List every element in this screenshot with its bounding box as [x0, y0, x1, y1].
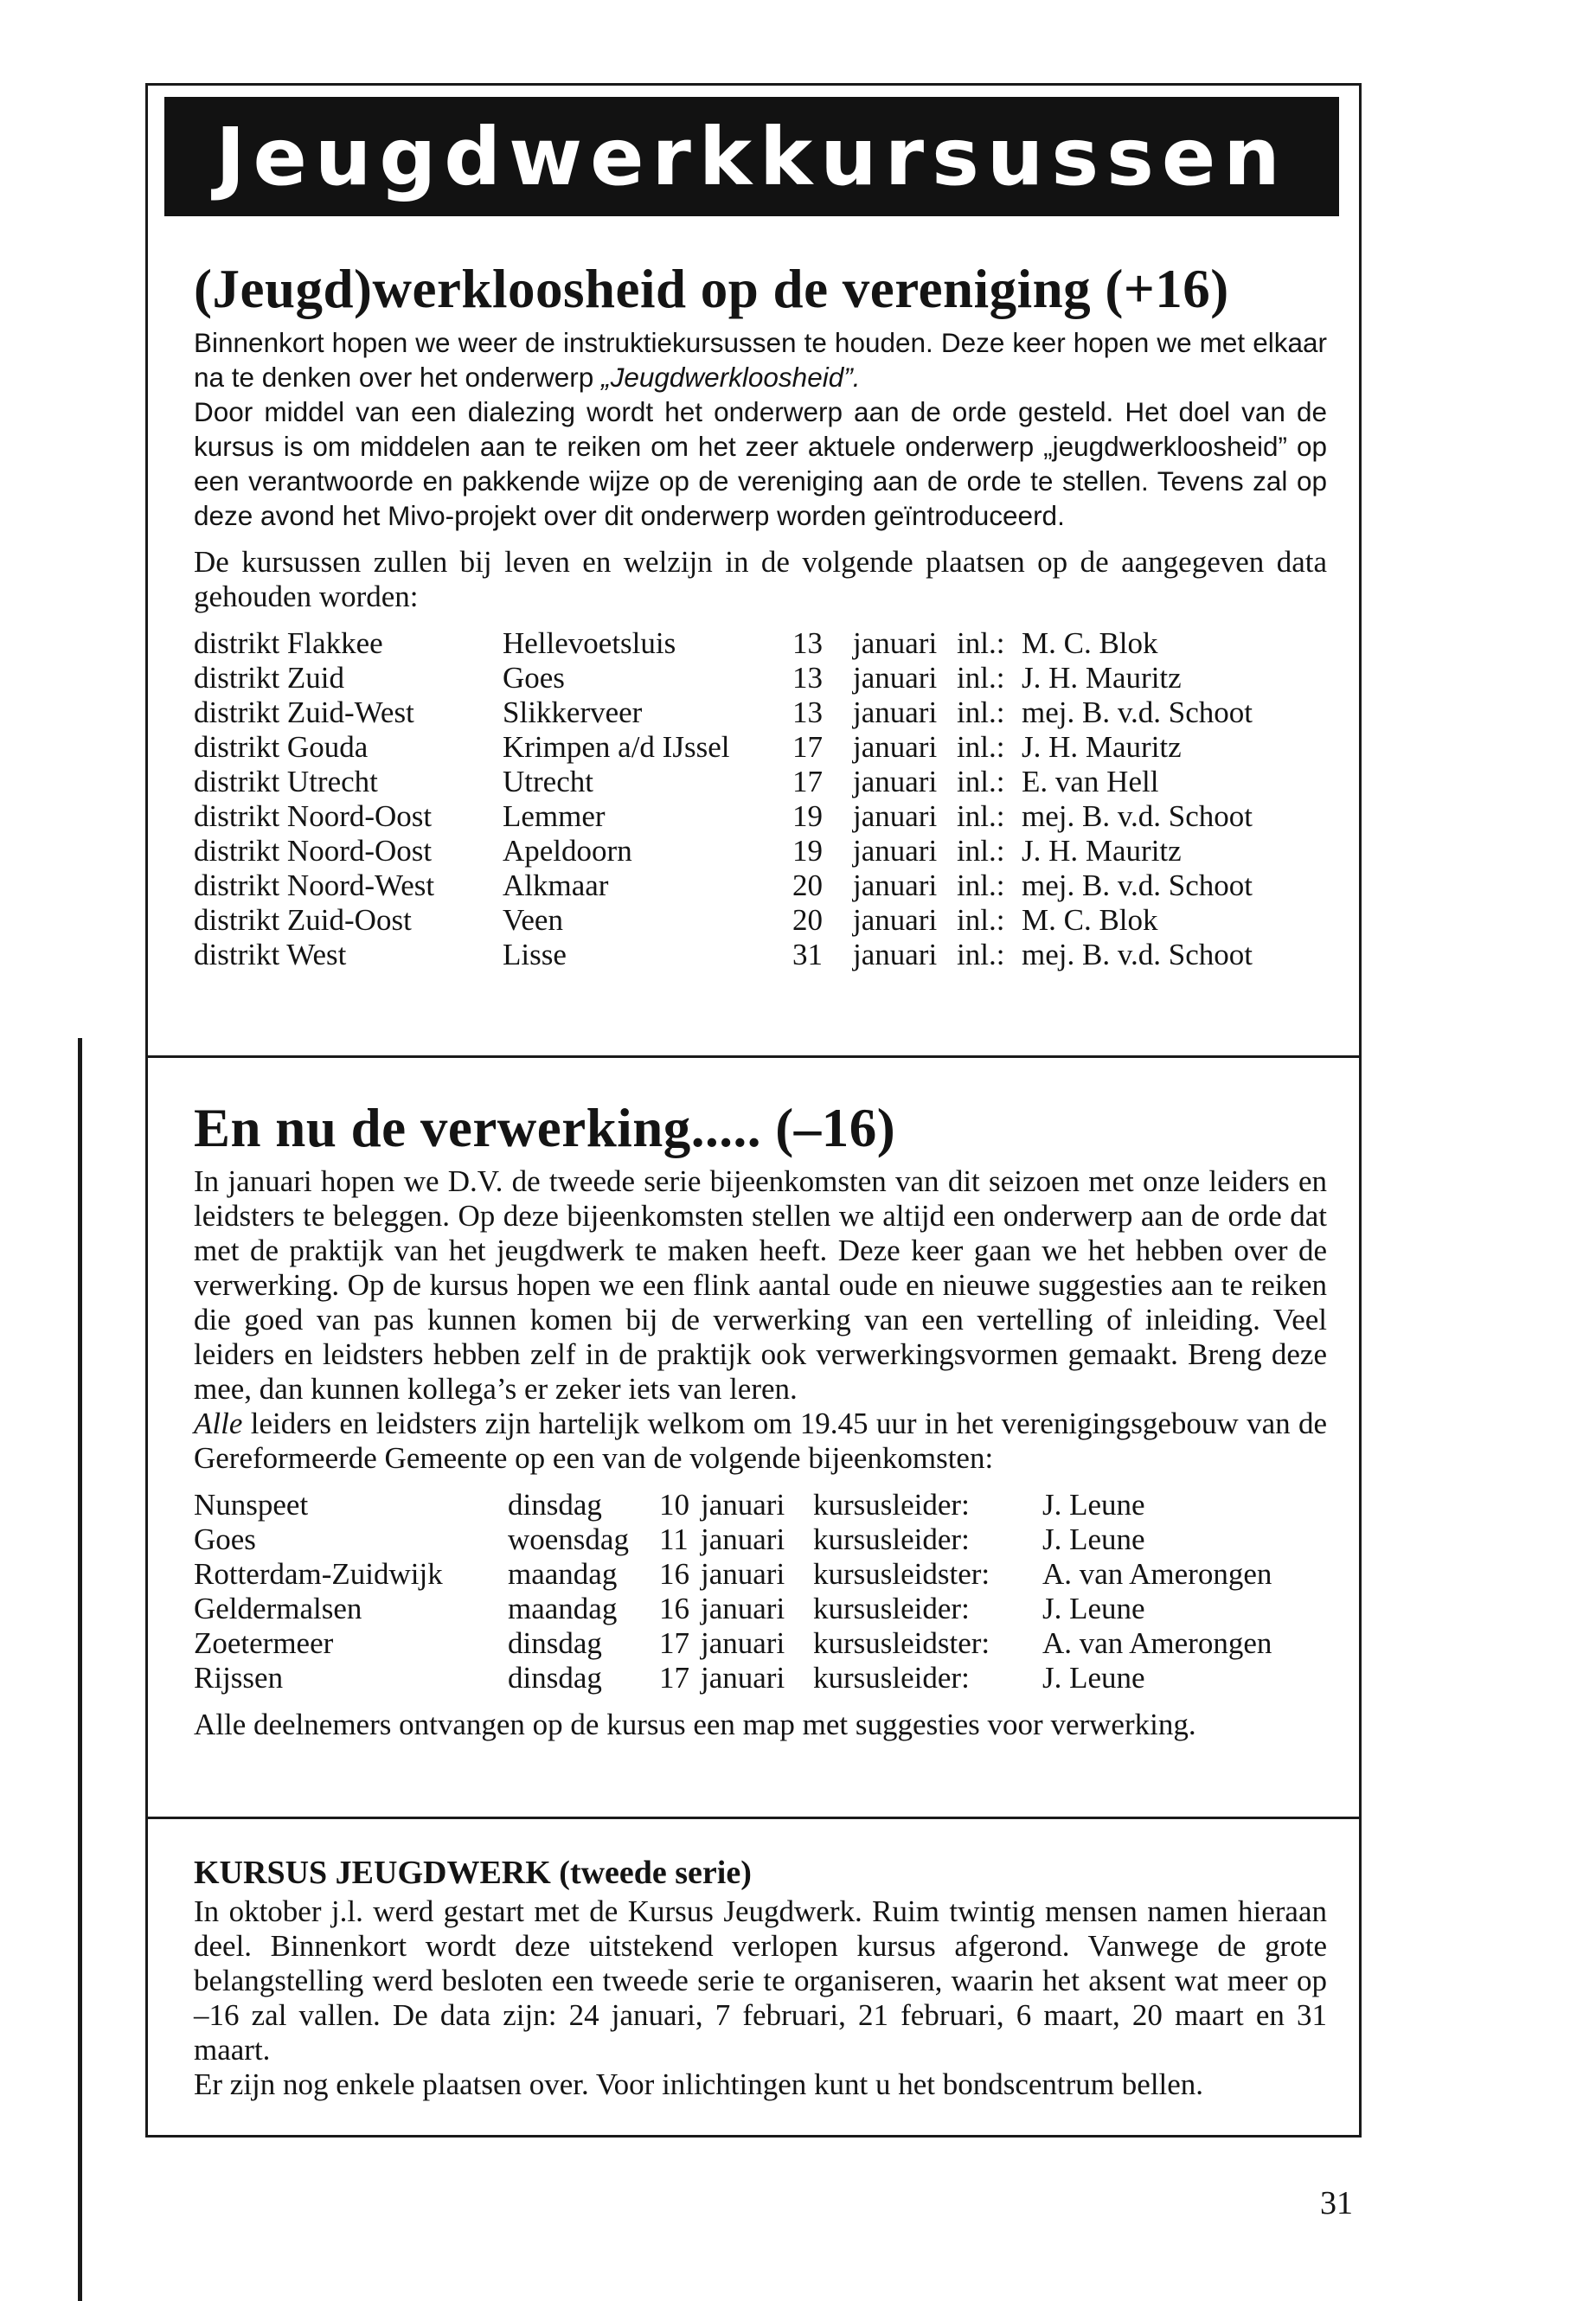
cell-leader: J. Leune — [1042, 1522, 1145, 1556]
table-row — [194, 938, 1253, 972]
cell-day: 17 — [659, 1626, 689, 1660]
cell-weekday: dinsdag — [508, 1488, 602, 1522]
cell-district: distrikt Zuid-West — [194, 695, 414, 729]
cell-speaker: J. H. Mauritz — [1022, 834, 1182, 868]
cell-day: 11 — [659, 1522, 689, 1556]
cell-day: 13 — [792, 695, 823, 729]
cell-day: 19 — [792, 834, 823, 868]
cell-label: inl.: — [957, 695, 1005, 729]
section-title: KURSUS JEUGDWERK (tweede serie) — [194, 1855, 752, 1891]
cell-place: Utrecht — [503, 765, 593, 798]
cell-role: kursusleider: — [813, 1661, 970, 1695]
binding-edge — [78, 1038, 82, 2301]
cell-day: 16 — [659, 1592, 689, 1625]
cell-place: Zoetermeer — [194, 1626, 334, 1660]
cell-role: kursusleidster: — [813, 1557, 990, 1591]
cell-role: kursusleidster: — [813, 1626, 990, 1660]
cell-day: 31 — [792, 938, 823, 971]
topic-italic: „Jeugdwerkloosheid”. — [601, 362, 861, 393]
cell-leader: J. Leune — [1042, 1661, 1145, 1695]
purpose-paragraph: Door middel van een dialezing wordt het onderwerp aan de orde gesteld. Het doel van de kursus is om middelen aan te reiken om het zeer aktuele onderwerp „jeugdwerkloosheid” op een verantwoorde en pakkende wijze op de vereniging aan de orde te stellen. Tevens zal op deze avond het Mivo-projekt over dit onderwerp worden geïntroduceerd. — [194, 396, 1327, 531]
cell-speaker: M. C. Blok — [1022, 903, 1158, 937]
cell-label: inl.: — [957, 834, 1005, 868]
cell-month: januari — [853, 799, 938, 833]
cell-place: Geldermalsen — [194, 1592, 362, 1625]
cell-place: Lemmer — [503, 799, 606, 833]
cell-district: distrikt Utrecht — [194, 765, 378, 798]
cell-weekday: dinsdag — [508, 1626, 602, 1660]
cell-label: inl.: — [957, 661, 1005, 695]
cell-month: januari — [853, 626, 938, 660]
cell-speaker: M. C. Blok — [1022, 626, 1158, 660]
district-schedule-table — [194, 626, 1253, 972]
cell-month: januari — [853, 730, 938, 764]
cell-month: januari — [701, 1557, 785, 1591]
cell-month: januari — [853, 868, 938, 902]
cell-month: januari — [701, 1626, 785, 1660]
section-title: (Jeugd)werkloosheid op de vereniging (+16) — [194, 259, 1229, 319]
cell-place: Alkmaar — [503, 868, 609, 902]
cell-day: 13 — [792, 661, 823, 695]
cell-place: Lisse — [503, 938, 567, 971]
table-row — [194, 695, 1253, 730]
cell-place: Apeldoorn — [503, 834, 632, 868]
meeting-schedule-table — [194, 1488, 1272, 1695]
cell-month: januari — [701, 1522, 785, 1556]
table-row — [194, 626, 1253, 661]
table-row — [194, 799, 1253, 834]
cell-month: januari — [701, 1488, 785, 1522]
cell-leader: J. Leune — [1042, 1592, 1145, 1625]
intro-text: Binnenkort hopen we weer de instruktiekursussen te houden. Deze keer hopen we met elkaar na te denken over het onderwerp — [194, 327, 1327, 393]
cell-district: distrikt Noord-Oost — [194, 799, 433, 833]
table-row — [194, 1626, 1272, 1661]
table-row — [194, 765, 1253, 799]
section-title: En nu de verwerking..... (–16) — [194, 1098, 896, 1158]
welcome-italic: Alle — [194, 1407, 243, 1440]
cell-place: Nunspeet — [194, 1488, 309, 1522]
cell-role: kursusleider: — [813, 1522, 970, 1556]
intro-paragraph — [194, 325, 1327, 394]
cell-month: januari — [853, 834, 938, 868]
table-row — [194, 834, 1253, 868]
cell-weekday: woensdag — [508, 1522, 629, 1556]
cell-role: kursusleider: — [813, 1592, 970, 1625]
cell-role: kursusleider: — [813, 1488, 970, 1522]
cell-day: 16 — [659, 1557, 689, 1591]
cell-label: inl.: — [957, 799, 1005, 833]
cell-leader: J. Leune — [1042, 1488, 1145, 1522]
materials-note: Alle deelnemers ontvangen op de kursus een map met suggesties voor verwerking. — [194, 1708, 1196, 1741]
section-verwerking — [194, 1092, 1327, 1742]
cell-month: januari — [853, 765, 938, 798]
cell-day: 17 — [792, 730, 823, 764]
cell-month: januari — [853, 938, 938, 971]
cell-place: Goes — [503, 661, 565, 695]
cell-day: 20 — [792, 868, 823, 902]
page-number: 31 — [1320, 2185, 1353, 2221]
cell-month: januari — [701, 1592, 785, 1625]
cell-weekday: dinsdag — [508, 1661, 602, 1695]
table-row — [194, 903, 1253, 938]
section-jeugdwerkloosheid — [194, 253, 1327, 972]
table-row — [194, 1557, 1272, 1592]
cell-speaker: E. van Hell — [1022, 765, 1159, 798]
cell-day: 19 — [792, 799, 823, 833]
cell-speaker: J. H. Mauritz — [1022, 661, 1182, 695]
table-row — [194, 1661, 1272, 1695]
section-divider — [145, 1055, 1362, 1058]
cell-district: distrikt Zuid-Oost — [194, 903, 412, 937]
table-row — [194, 730, 1253, 765]
announcement-paragraph: In januari hopen we D.V. de tweede serie bijeenkomsten van dit seizoen met onze leiders en leidsters te beleggen. Op deze bijeenkomsten stellen we altijd een onderwerp aan de orde dat met de praktijk van het jeugdwerk te maken heeft. Deze keer gaan we het hebben over de verwerking. Op de kursus hopen we een flink aantal oude en nieuwe suggesties aan te reiken die goed van pas kunnen komen bij de verwerking van een vertelling of inleiding. Veel leiders en leidsters hebben zelf in de praktijk ook verwerkingsvormen gemaakt. Breng deze mee, dan kunnen kollega’s er zeker iets van leren. — [194, 1164, 1327, 1406]
cell-label: inl.: — [957, 938, 1005, 971]
cell-place: Krimpen a/d IJssel — [503, 730, 730, 764]
cell-place: Slikkerveer — [503, 695, 643, 729]
cell-district: distrikt Zuid — [194, 661, 345, 695]
cell-district: distrikt Gouda — [194, 730, 369, 764]
welcome-paragraph — [194, 1407, 1327, 1476]
cell-district: distrikt Flakkee — [194, 626, 383, 660]
cell-place: Rijssen — [194, 1661, 284, 1695]
table-row — [194, 1522, 1272, 1557]
cell-day: 10 — [659, 1488, 689, 1522]
cell-label: inl.: — [957, 868, 1005, 902]
cell-speaker: mej. B. v.d. Schoot — [1022, 799, 1253, 833]
cell-district: distrikt Noord-West — [194, 868, 435, 902]
cell-weekday: maandag — [508, 1592, 618, 1625]
cell-place: Veen — [503, 903, 563, 937]
table-row — [194, 868, 1253, 903]
table-row — [194, 661, 1253, 695]
cell-month: januari — [853, 903, 938, 937]
table-row — [194, 1592, 1272, 1626]
cell-day: 13 — [792, 626, 823, 660]
cell-day: 17 — [792, 765, 823, 798]
section-kursus-jeugdwerk — [194, 1851, 1327, 2102]
cell-leader: A. van Amerongen — [1042, 1626, 1272, 1660]
section-divider — [145, 1817, 1362, 1819]
cell-month: januari — [853, 695, 938, 729]
cell-speaker: mej. B. v.d. Schoot — [1022, 938, 1253, 971]
cell-day: 20 — [792, 903, 823, 937]
cell-label: inl.: — [957, 626, 1005, 660]
cell-day: 17 — [659, 1661, 689, 1695]
cell-label: inl.: — [957, 903, 1005, 937]
cell-weekday: maandag — [508, 1557, 618, 1591]
cell-month: januari — [701, 1661, 785, 1695]
cell-speaker: J. H. Mauritz — [1022, 730, 1182, 764]
cell-leader: A. van Amerongen — [1042, 1557, 1272, 1591]
cell-speaker: mej. B. v.d. Schoot — [1022, 695, 1253, 729]
banner-heading: Jeugdwerkkursussen — [164, 97, 1339, 216]
contact-paragraph: Er zijn nog enkele plaatsen over. Voor inlichtingen kunt u het bondscentrum bellen. — [194, 2067, 1204, 2101]
cell-place: Rotterdam-Zuidwijk — [194, 1557, 443, 1591]
table-row — [194, 1488, 1272, 1522]
cell-district: distrikt Noord-Oost — [194, 834, 433, 868]
cell-district: distrikt West — [194, 938, 347, 971]
cell-place: Hellevoetsluis — [503, 626, 676, 660]
cell-month: januari — [853, 661, 938, 695]
cell-label: inl.: — [957, 765, 1005, 798]
schedule-intro: De kursussen zullen bij leven en welzijn in de volgende plaatsen op de aangegeven data gehouden worden: — [194, 545, 1327, 613]
welcome-text: leiders en leidsters zijn hartelijk welkom om 19.45 uur in het verenigingsgebouw van de Gereformeerde Gemeente op een van de volgende bijeenkomsten: — [194, 1407, 1327, 1475]
cell-label: inl.: — [957, 730, 1005, 764]
course-paragraph: In oktober j.l. werd gestart met de Kursus Jeugdwerk. Ruim twintig mensen namen hieraan deel. Binnenkort wordt deze uitstekend verlopen kursus afgerond. Vanwege de grote belangstelling werd besloten een tweede serie te organiseren, waarin het aksent wat meer op –16 zal vallen. De data zijn: 24 januari, 7 februari, 21 februari, 6 maart, 20 maart en 31 maart. — [194, 1894, 1327, 2067]
cell-speaker: mej. B. v.d. Schoot — [1022, 868, 1253, 902]
cell-place: Goes — [194, 1522, 256, 1556]
